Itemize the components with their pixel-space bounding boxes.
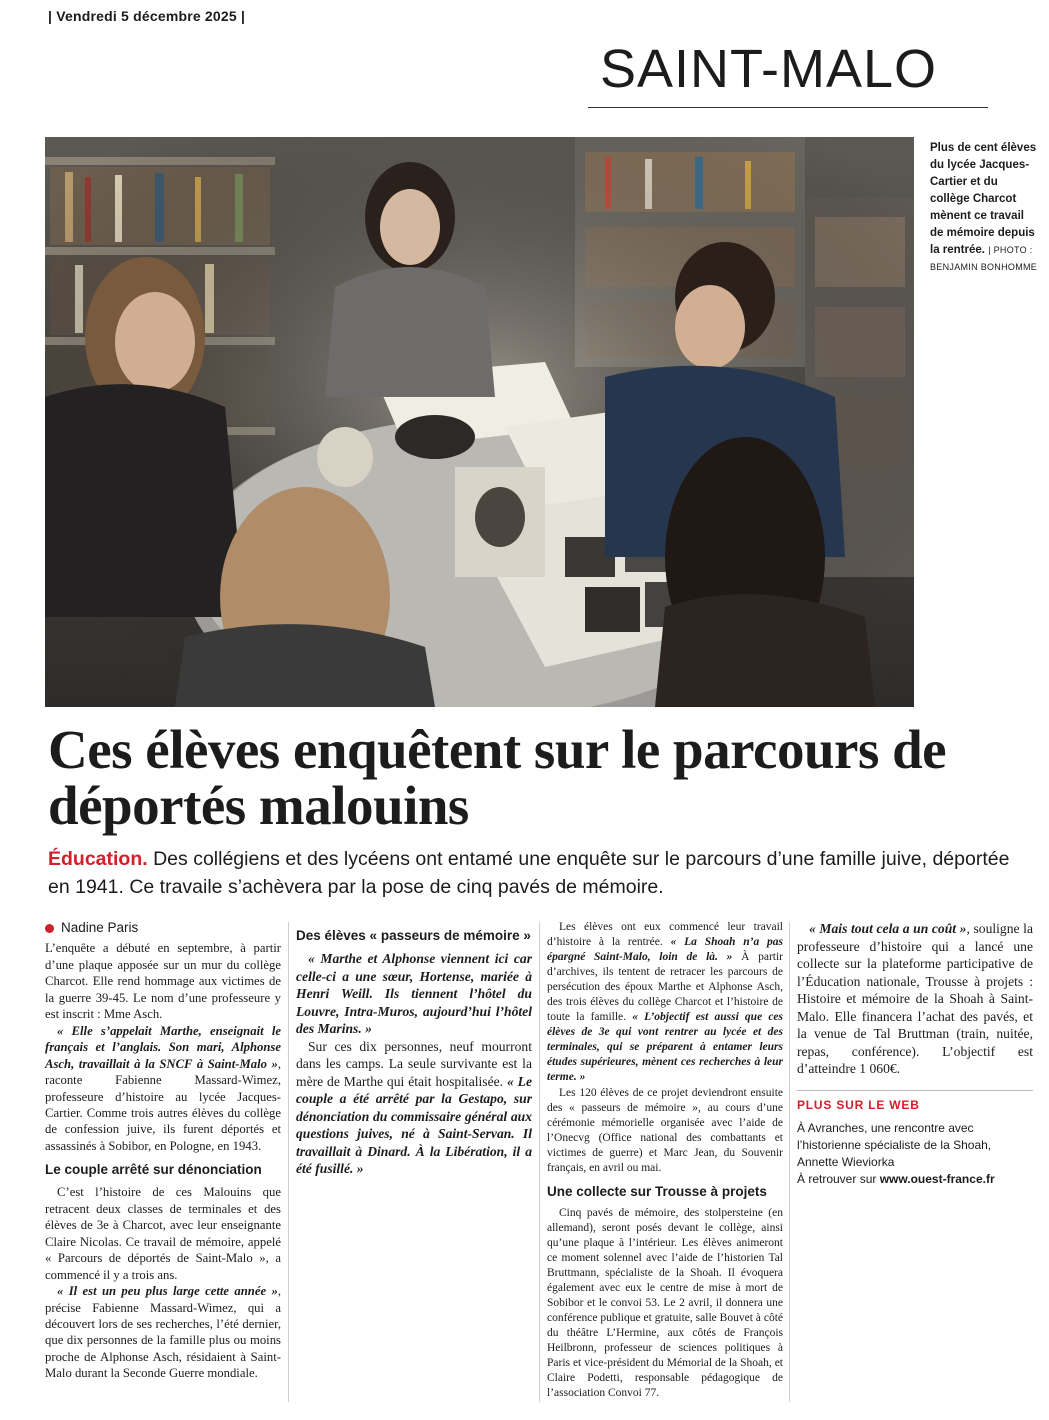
library-photo-illustration	[45, 137, 914, 707]
article-photo	[45, 137, 914, 707]
paragraph	[547, 920, 783, 1086]
web-box-text	[797, 1120, 1033, 1188]
quote: « Mais tout cela a un coût »	[809, 921, 967, 936]
paragraph	[45, 1283, 281, 1382]
paragraph-text: , précise Fabienne Massard-Wimez, qui a découvert lors de ses recherches, l’été dernier, que dix personnes de la famille plus ou moins proche de Alphonse Asch, résidaient à Saint-Malo durant la Seconde Guerre mondiale.	[45, 1284, 281, 1381]
photo-caption-text: Plus de cent élèves du lycée Jacques-Cartier et du collège Charcot mènent ce travail de mémoire depuis la rentrée.	[930, 142, 1037, 256]
paragraph: Cinq pavés de mémoire, des stolpersteine (en allemand), seront posés devant le collège, ainsi qu’une plaque à l’intérieur. Les élèves animeront ce moment solennel avec l’aide de l’historien Tal Bruttmann, spécialiste de la Shoah. Il évoquera également avec eux le centre de mise à mort de Sobibor et le convoi 53. Le 2 avril, il donnera une conférence publique et gratuite, salle Bouvet à côté du théâtre L’Hermine, aux côtés de François Heilbronn, professeur de sciences politiques à Paris et vice-président du Mémorial de la Shoah, et Claire Podetti, responsable pédagogique de l’association Convoi 77.	[547, 1206, 783, 1400]
paragraph: L’enquête a débuté en septembre, à partir d’une plaque apposée sur un mur du collège Charcot. Elle rend hommage aux victimes de la guerre 39-45. Le nom d’une professeure y est inscrit : Mme Asch.	[45, 941, 281, 1022]
web-box-cta: À retrouver sur	[797, 1172, 880, 1186]
paragraph	[797, 920, 1033, 1078]
standfirst-text: Des collégiens et des lycéens ont entamé une enquête sur le parcours d’une famille juive, déportée en 1941. Ce travaile s’achèvera par la pose de cinq pavés de mémoire.	[48, 848, 1010, 898]
article-standfirst	[48, 845, 1033, 901]
author-byline	[45, 920, 281, 936]
section-rubric: SAINT-MALO	[600, 39, 938, 99]
paragraph: C’est l’histoire de ces Malouins que retracent deux classes de terminales et des élèves de 3e à Charcot, avec leur enseignante Claire Nicolas. Ce travail de mémoire, appelé « Parcours de déportés de Saint-Malo », a commencé il y a trois ans.	[45, 1185, 281, 1282]
paragraph	[45, 1023, 281, 1155]
paragraph: Les 120 élèves de ce projet deviendront ensuite des « passeurs de mémoire », au cours d’une cérémonie mémorielle organisée avec l’aide de l’Onecvg (Office national des combattants et victimes de guerre) et Marc Jean, du Souvenir français, en avril ou mai.	[547, 1086, 783, 1174]
subheading: Des élèves « passeurs de mémoire »	[296, 928, 531, 943]
subheading: Une collecte sur Trousse à projets	[547, 1183, 767, 1199]
article-column-4	[797, 920, 1033, 1188]
paragraph	[296, 1038, 532, 1178]
subheading: Le couple arrêté sur dénonciation	[45, 1162, 262, 1178]
paragraph-text: Sur ces dix personnes, neuf mourront dans les camps. La seule survivante est la mère de Marthe qui était hospitalisée.	[296, 1038, 532, 1089]
column-rule	[539, 922, 540, 1402]
web-box-title: PLUS SUR LE WEB	[797, 1090, 1033, 1115]
web-box	[797, 1090, 1033, 1189]
column-rule	[789, 922, 790, 1402]
quote: « Le couple a été arrêté par la Gestapo, sur dénonciation du commissaire général aux questions juives, né à Saint-Servan. Il travaillait à Dinard. À la Libération, il a été fusillé. »	[296, 1073, 532, 1176]
article-column-3	[547, 920, 783, 1401]
column-rule	[288, 922, 289, 1402]
web-box-description: À Avranches, une rencontre avec l’historienne spécialiste de la Shoah, Annette Wieviorka	[797, 1121, 992, 1169]
paragraph-text: , raconte Fabienne Massard-Wimez, professeure d’histoire au lycée Jacques-Cartier. Comme trois autres élèves du collège de confession juive, ils furent déportés et assassinés à Sobibor, en Pologne, en 1943.	[45, 1056, 281, 1153]
author-name: Nadine Paris	[61, 920, 139, 935]
web-link[interactable]: www.ouest-france.fr	[879, 1172, 995, 1186]
article-headline: Ces élèves enquêtent sur le parcours de déportés malouins	[48, 719, 947, 836]
standfirst-kicker: Éducation.	[48, 848, 148, 870]
photo-credit: | PHOTO : BENJAMIN BONHOMME	[930, 245, 1038, 272]
date-line: | Vendredi 5 décembre 2025 |	[48, 8, 246, 24]
quote: « Marthe et Alphonse viennent ici car celle-ci a une sœur, Hortense, mariée à Henri Weill. Ils tiennent l’hôtel du Louvre, Intra-Muros, aujourd’hui l’hôtel des Marins. »	[296, 951, 532, 1036]
paragraph-text: Les élèves ont eux commencé leur travail d’histoire à la rentrée.	[547, 921, 783, 949]
quote: « Il est un peu plus large cette année »	[57, 1284, 278, 1299]
photo-caption	[930, 140, 1038, 276]
article-column-2	[296, 920, 532, 1178]
rubric-underline	[588, 107, 988, 108]
quote: « L’objectif est aussi que ces élèves de 3e qui vont rentrer au lycée et des terminales, qui se préparent à entamer leurs études supérieures, mènent ces recherches à leur terme. »	[547, 1011, 784, 1084]
paragraph	[296, 950, 532, 1038]
quote: « La Shoah n’a pas épargné Saint-Malo, loin de là. »	[547, 936, 783, 964]
quote: « Elle s’appelait Marthe, enseignait le français et l’anglais. Son mari, Alphonse Asch, travaillait à la SNCF à Saint-Malo »	[45, 1023, 281, 1071]
bullet-dot-icon	[45, 924, 54, 933]
article-column-1	[45, 920, 281, 1382]
paragraph-text: À partir d’archives, ils tentent de retracer les parcours de persécution des époux Marthe et Alphonse Asch, des trois élèves du collège Charcot et l’histoire de toute la famille.	[547, 951, 783, 1024]
paragraph-text: , souligne la professeure d’histoire qui a lancé une collecte sur la plateforme participative de l’Éducation nationale, Trousse à projets : Histoire et mémoire de la Shoah à Saint-Malo. Elle financera l’achat des pavés, et la venue de Tal Bruttman (train, nuitée, repas, conférence). L’objectif est d’atteindre 1 060€.	[797, 921, 1033, 1076]
